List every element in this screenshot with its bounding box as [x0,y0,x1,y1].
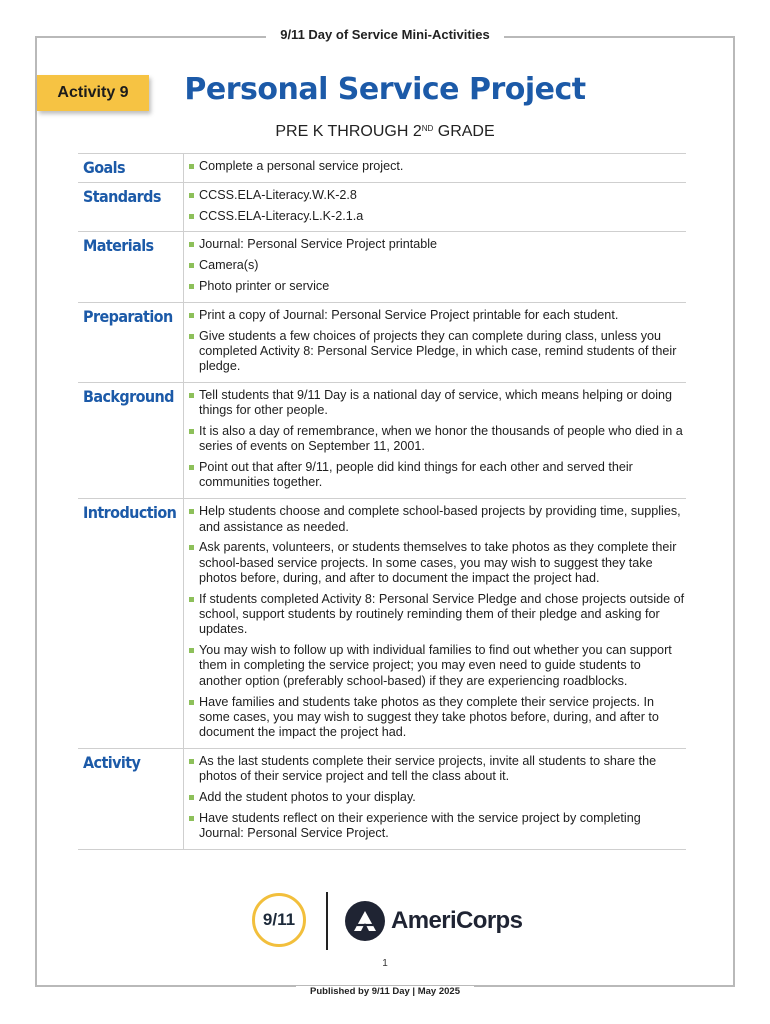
section-items [184,382,687,498]
section-label: Preparation [78,302,184,382]
bullet-item: You may wish to follow up with individual families to find out whether you can support them in completing the service project; you may even need to guide students to another option (preferably school-based) if they are experiencing roadblocks. [189,643,686,689]
bullet-list [189,754,686,841]
section-items [184,232,687,302]
bullet-list [189,388,686,491]
section-label: Introduction [78,499,184,749]
section-items [184,748,687,849]
top-banner [0,26,770,44]
bullet-item: Help students choose and complete school-based projects by providing time, supplies, and assistance as needed. [189,504,686,535]
section-row [78,182,686,232]
911-day-logo [252,893,306,947]
bullet-item: Give students a few choices of projects they can complete during class, unless you completed Activity 8: Personal Service Pledge, in which case, remind students of their pledge. [189,329,686,375]
bullet-item: It is also a day of remembrance, when we honor the thousands of people who died in a series of events on September 11, 2001. [189,424,686,455]
section-items [184,302,687,382]
bullet-list [189,237,686,294]
section-label: Materials [78,232,184,302]
logos-area [250,890,530,952]
section-row [78,748,686,849]
activity-table [78,153,686,850]
grade-superscript: ND [421,124,434,133]
grade-prefix: PRE K THROUGH 2 [275,123,422,140]
bullet-item: Tell students that 9/11 Day is a national day of service, which means helping or doing things for other people. [189,388,686,419]
bullet-item: Point out that after 9/11, people did kind things for each other and served their communities together. [189,460,686,491]
page-number: 1 [382,958,388,969]
bullet-item: Have families and students take photos as they complete their service projects. In some cases, you may wish to suggest they take photos before, during, and after to document the impact the project had. [189,695,686,741]
section-label: Goals [78,154,184,183]
bullet-item: Camera(s) [189,258,686,273]
americorps-logo-icon [345,901,385,941]
section-items [184,154,687,183]
bullet-item: Journal: Personal Service Project printable [189,237,686,252]
bullet-item: Add the student photos to your display. [189,790,686,805]
bullet-item: CCSS.ELA-Literacy.L.K-2.1.a [189,209,686,224]
grade-suffix: GRADE [433,123,495,140]
section-label: Activity [78,748,184,849]
bullet-item: As the last students complete their service projects, invite all students to share the photos of their service project and tell the class about it. [189,754,686,785]
bullet-list [189,308,686,375]
bullet-item: If students completed Activity 8: Personal Service Pledge and chose projects outside of school, support students by routinely reminding them of their pledge and asking for updates. [189,592,686,638]
bullet-list [189,159,686,174]
footer-text: Published by 9/11 Day | May 2025 [296,986,474,997]
bullet-list [189,504,686,740]
grade-subtitle [0,123,770,141]
bullet-item: Ask parents, volunteers, or students themselves to take photos as they complete their school-based service projects. In some cases, you may wish to suggest they take photos before, during, and after to document the impact the project had. [189,540,686,586]
section-row [78,154,686,183]
bullet-item: Complete a personal service project. [189,159,686,174]
911-logo-text: 9/11 [262,910,296,929]
logo-divider [326,892,328,950]
footer-banner [0,981,770,999]
bullet-item: CCSS.ELA-Literacy.W.K-2.8 [189,188,686,203]
banner-text: 9/11 Day of Service Mini-Activities [266,27,504,42]
page-title: Personal Service Project [184,72,586,107]
activity-badge-label: Activity 9 [57,84,129,101]
section-row [78,302,686,382]
section-row [78,499,686,749]
americorps-wordmark: AmeriCorps [391,907,523,934]
section-label: Standards [78,182,184,232]
section-row [78,232,686,302]
section-label: Background [78,382,184,498]
bullet-item: Photo printer or service [189,279,686,294]
section-row [78,382,686,498]
bullet-list [189,188,686,224]
bullet-item: Have students reflect on their experience with the service project by completing Journal: Personal Service Project. [189,811,686,842]
section-items [184,182,687,232]
bullet-item: Print a copy of Journal: Personal Service Project printable for each student. [189,308,686,323]
section-items [184,499,687,749]
